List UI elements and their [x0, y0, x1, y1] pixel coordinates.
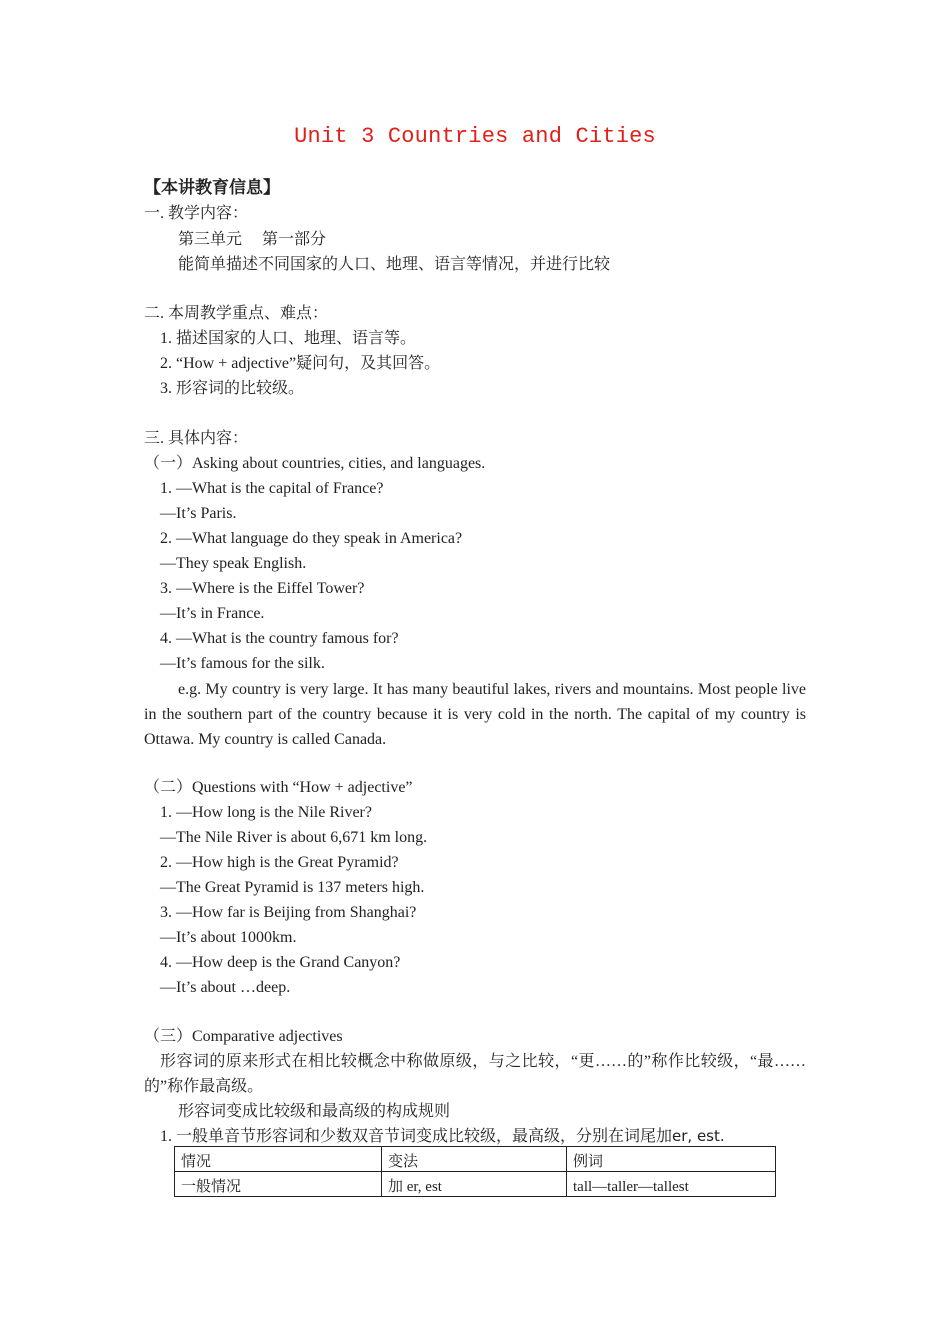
- question: 4. —What is the country famous for?: [160, 630, 399, 647]
- question: 3. —Where is the Eiffel Tower?: [160, 580, 365, 597]
- sec2-label: 二. 本周教学重点、难点：: [144, 305, 329, 322]
- question: 3. —How far is Beijing from Shanghai?: [160, 904, 417, 921]
- table-cell: 加 er, est: [382, 1172, 567, 1197]
- question: 4. —How deep is the Grand Canyon?: [160, 954, 401, 971]
- answer: —The Nile River is about 6,671 km long.: [160, 829, 428, 846]
- answer: —It’s in France.: [160, 605, 265, 622]
- question: 1. —What is the capital of France?: [160, 480, 384, 497]
- sec1-label: 一. 教学内容：: [144, 205, 249, 222]
- table-cell: 一般情况: [175, 1172, 382, 1197]
- section-heading: 【本讲教育信息】: [144, 178, 280, 198]
- answer: —It’s famous for the silk.: [160, 655, 325, 672]
- table-header-row: [175, 1147, 776, 1172]
- rule-1-text: 1. 一般单音节形容词和少数双音节词变成比较级，最高级，分别在词尾加: [160, 1128, 673, 1145]
- table-cell: tall—taller—tallest: [567, 1172, 776, 1197]
- table-header-cell: 变法: [382, 1147, 567, 1172]
- answer: —It’s Paris.: [160, 505, 237, 522]
- example-paragraph: e.g. My country is very large. It has many beautiful lakes, rivers and mountains. Most people live in the southern part of the country because it is very cold in the north. The capital of my country is Ottawa. My country is called Canada.: [144, 681, 806, 748]
- comparative-paragraph: 形容词的原来形式在相比较概念中称做原级，与之比较，“更……的”称作比较级，“最……的”称作最高级。: [144, 1053, 806, 1095]
- sec3-label: 三. 具体内容：: [144, 430, 249, 447]
- page-title: Unit 3 Countries and Cities: [294, 124, 656, 149]
- answer: —It’s about …deep.: [160, 979, 291, 996]
- question: 2. —How high is the Great Pyramid?: [160, 854, 399, 871]
- table-header-cell: 情况: [175, 1147, 382, 1172]
- answer: —They speak English.: [160, 555, 307, 572]
- sec1-line: 能简单描述不同国家的人口、地理、语言等情况，并进行比较: [178, 256, 611, 273]
- sec2-item: 2. “How + adjective”疑问句，及其回答。: [160, 355, 441, 372]
- question: 2. —What language do they speak in America?: [160, 530, 463, 547]
- table-header-cell: 例词: [567, 1147, 776, 1172]
- part3-label: （三）Comparative adjectives: [144, 1028, 343, 1045]
- sec2-item: 1. 描述国家的人口、地理、语言等。: [160, 330, 417, 347]
- sec2-item: 3. 形容词的比较级。: [160, 380, 305, 397]
- rules-title: 形容词变成比较级和最高级的构成规则: [178, 1103, 451, 1120]
- comparative-rules-table: [174, 1146, 776, 1197]
- rule-1: [160, 1126, 725, 1147]
- rule-1-suffix: er, est.: [672, 1127, 725, 1145]
- question: 1. —How long is the Nile River?: [160, 804, 372, 821]
- part1-label: （一）Asking about countries, cities, and languages.: [144, 455, 486, 472]
- answer: —It’s about 1000km.: [160, 929, 297, 946]
- table-row: [175, 1172, 776, 1197]
- answer: —The Great Pyramid is 137 meters high.: [160, 879, 425, 896]
- part2-label: （二）Questions with “How + adjective”: [144, 779, 413, 796]
- sec1-line: 第三单元 第一部分: [178, 231, 327, 248]
